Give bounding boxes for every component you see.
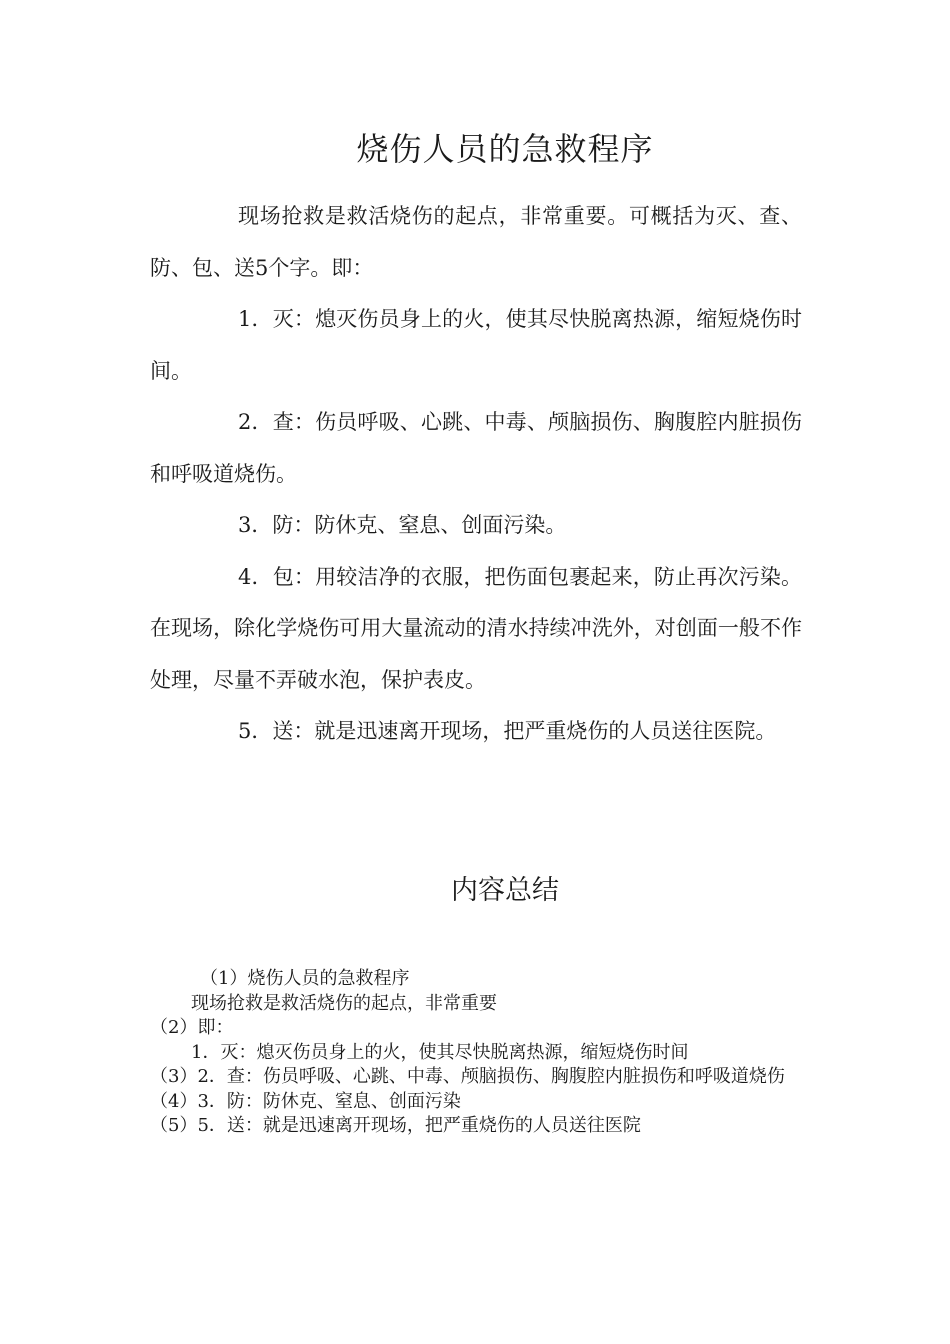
summary-line: （2）即： bbox=[150, 1017, 234, 1038]
summary-line: 1．灭：熄灭伤员身上的火，使其尽快脱离热源，缩短烧伤时间 bbox=[191, 1041, 689, 1063]
document-body bbox=[150, 191, 802, 758]
summary-line: 现场抢救是救活烧伤的起点，非常重要 bbox=[191, 992, 497, 1014]
paragraph-step-3: 3．防：防休克、窒息、创面污染。 bbox=[238, 513, 567, 537]
summary-line: （4）3．防：防休克、窒息、创面污染 bbox=[150, 1090, 461, 1112]
paragraph-step-4: 4．包：用较洁净的衣服，把伤面包裹起来，防止再次污染。在现场，除化学烧伤可用大量流动的清水持续冲洗外，对创面一般不作处理，尽量不弄破水泡，保护表皮。 bbox=[150, 564, 802, 692]
summary-line: （3）2．查：伤员呼吸、心跳、中毒、颅脑损伤、胸腹腔内脏损伤和呼吸道烧伤 bbox=[150, 1066, 785, 1087]
summary-title: 内容总结 bbox=[451, 875, 559, 906]
paragraph-intro: 现场抢救是救活烧伤的起点，非常重要。可概括为灭、查、防、包、送5个字。即： bbox=[150, 204, 802, 280]
paragraph-step-5: 5．送：就是迅速离开现场，把严重烧伤的人员送往医院。 bbox=[238, 719, 777, 743]
summary-line: （5）5．送：就是迅速离开现场，把严重烧伤的人员送往医院 bbox=[150, 1115, 641, 1136]
paragraph-step-2: 2．查：伤员呼吸、心跳、中毒、颅脑损伤、胸腹腔内脏损伤和呼吸道烧伤。 bbox=[150, 410, 802, 486]
document-title: 烧伤人员的急救程序 bbox=[356, 130, 654, 168]
summary-line: （1）烧伤人员的急救程序 bbox=[200, 968, 410, 989]
paragraph-step-1: 1．灭：熄灭伤员身上的火，使其尽快脱离热源，缩短烧伤时间。 bbox=[150, 307, 802, 383]
summary-list bbox=[150, 967, 800, 1139]
